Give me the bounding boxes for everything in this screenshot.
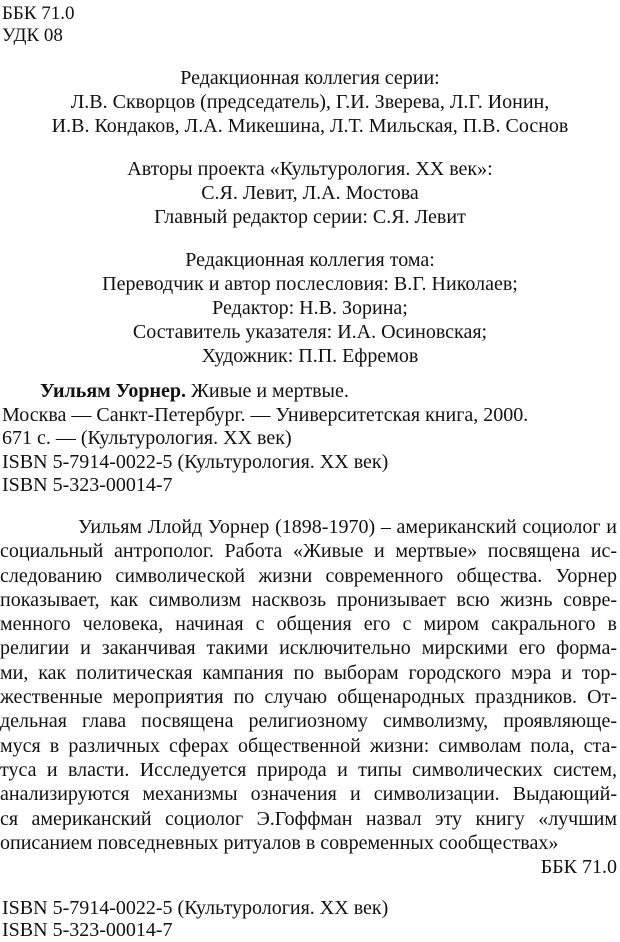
description-line: Уильям Ллойд Уорнер (1898-1970) – американский социолог и [78, 516, 617, 538]
citation-isbn-1: ISBN 5-7914-0022-5 (Культурология. XX век) [2, 451, 389, 473]
bbk-code: ББК 71.0 [2, 3, 75, 24]
footer-isbn-1: ISBN 5-7914-0022-5 (Культурология. XX век) [2, 897, 389, 919]
volume-board-title: Редакционная коллегия тома: [185, 249, 435, 271]
project-authors-title: Авторы проекта «Культурология. XX век»: [127, 158, 493, 180]
description-line: социальный антрополог. Работа «Живые и мертвые» посвящена ис- [0, 540, 617, 563]
description-line: туса и власти. Исследуется природа и типы символических систем, [0, 758, 617, 781]
description-line: ми, как политическая кампания по выборам городского мэра и тор- [0, 661, 617, 684]
citation-author: Уильям Уорнер. [40, 380, 186, 402]
indexer-line: Составитель указателя: И.А. Осиновская; [132, 321, 488, 343]
description-line: описанием повседневных ритуалов в современных сообществах» [0, 831, 559, 854]
footer-isbn-2: ISBN 5-323-00014-7 [2, 919, 173, 941]
description-line: жественные мероприятия по случаю общенародных праздников. От- [0, 686, 617, 709]
description-line: муся в различных сферах общественной жизни: символам пола, ста- [0, 734, 617, 757]
citation-heading [40, 379, 349, 403]
editor-line: Редактор: Н.В. Зорина; [212, 297, 408, 319]
citation-pages: 671 с. — (Культурология. XX век) [2, 427, 292, 449]
description-line: следованию символической жизни современного общества. Уорнер [0, 564, 617, 587]
citation-isbn-2: ISBN 5-323-00014-7 [2, 474, 173, 496]
citation-publisher: Москва — Санкт-Петербург. — Университетская книга, 2000. [2, 404, 529, 426]
book-description [0, 515, 617, 855]
chief-editor-line: Главный редактор серии: С.Я. Левит [154, 206, 466, 228]
description-line: дельная глава посвящена религиозному символизму, проявляюще- [0, 710, 617, 733]
artist-line: Художник: П.П. Ефремов [201, 345, 419, 367]
series-board-line-2: И.В. Кондаков, Л.А. Микешина, Л.Т. Мильская, П.В. Соснов [51, 115, 569, 137]
udk-code: УДК 08 [2, 25, 63, 46]
series-board-line-1: Л.В. Скворцов (председатель), Г.И. Зверева, Л.Г. Ионин, [70, 91, 550, 113]
description-line: показывает, как символизм насквозь пронизывает всю жизнь совре- [0, 588, 617, 611]
description-line: религии и заканчивая такими исключительно мирскими его форма- [0, 637, 617, 660]
project-authors-names: С.Я. Левит, Л.А. Мостова [201, 182, 419, 204]
citation-title: Живые и мертвые. [185, 380, 349, 402]
description-line: менного человека, начиная с общения его с миром сакрального в [0, 613, 617, 636]
footer-bbk-code: ББК 71.0 [540, 856, 617, 878]
description-line: анализируются механизмы означения и символизации. Выдающий- [0, 783, 617, 806]
series-board-title: Редакционная коллегия серии: [180, 67, 440, 89]
description-line: ся американский социолог Э.Гоффман назвал эту книгу «лучшим [0, 807, 617, 830]
translator-line: Переводчик и автор послесловия: В.Г. Николаев; [102, 273, 518, 295]
